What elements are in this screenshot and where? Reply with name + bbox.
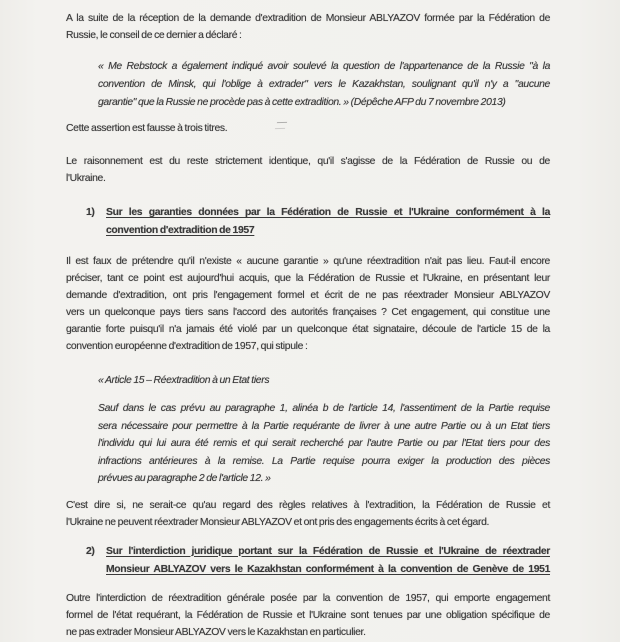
text-line: garantie forte puisqu'il n'a jamais été violé par un quelconque état signataire, découle de l'article 15 de la xyxy=(66,324,550,335)
paragraph-reasoning xyxy=(66,153,550,187)
text-line: Sur l'interdiction juridique portant sur la Fédération de Russie et l'Ukraine de réextrader xyxy=(106,545,550,557)
text-line: l'Ukraine ne peuvent réextrader Monsieur ABLYAZOV et ont pris des engagements écrits à cet égard. xyxy=(66,516,490,528)
text-line: Il est faux de prétendre qu'il n'existe « aucune garantie » qu'une réextradition n'ait pas lieu. Faut-il encore xyxy=(66,256,550,267)
text-line: « Me Rebstock a également indiqué avoir soulevé la question de l'appartenance de la Russie "à la xyxy=(98,61,550,72)
text-line: l'Ukraine. xyxy=(66,173,106,184)
text-line: garantie" que la Russie ne procède pas à cette extradition. » (Dépêche AFP du 7 novembre 2013) xyxy=(98,97,506,108)
paragraph-guarantees xyxy=(66,253,550,355)
section-1-heading xyxy=(86,204,550,240)
text-line: préciser, tant ce point est aujourd'hui acquis, que la Fédération de Russie et l'Ukraine, en présentant leur xyxy=(66,273,550,284)
text-line: Monsieur ABLYAZOV vers le Kazakhstan conformément à la convention de Genève de 1951 xyxy=(106,563,550,575)
text-line: convention européenne d'extradition de 1957, qui stipule : xyxy=(66,341,308,352)
quote-afp-dispatch xyxy=(98,58,550,112)
text-line: convention de Minsk, qui l'oblige à extrader" vers le Kazakhstan, soulignant qu'il n'y a "aucune xyxy=(98,79,550,90)
text-line: Sur les garanties données par la Fédération de Russie et l'Ukraine conformément à la xyxy=(106,207,550,218)
text-line: « Article 15 – Réextradition à un Etat tiers xyxy=(98,375,270,386)
section-2-title xyxy=(106,543,550,579)
text-line: demande d'extradition, ont pris l'engagement formel et écrit de ne pas réextrader Monsieur ABLYAZOV xyxy=(66,290,550,301)
text-line: A la suite de la réception de la demande d'extradition de Monsieur ABLYAZOV formée par la Fédération de xyxy=(66,13,550,24)
section-2-number: 2) xyxy=(86,545,95,557)
paragraph-obligation-geneva xyxy=(66,590,550,641)
section-1-title xyxy=(106,204,550,240)
section-1-number: 1) xyxy=(86,207,95,218)
quote-article-15-body xyxy=(98,400,550,488)
text-line: ne pas extrader Monsieur ABLYAZOV vers le Kazakhstan en particulier. xyxy=(66,626,366,638)
text-line: infractions antérieures à la remise. La Partie requise pourra exiger la production des pièces xyxy=(98,455,550,467)
text-line: prévues au paragraphe 2 de l'article 12. » xyxy=(98,473,271,484)
paragraph-intro xyxy=(66,10,550,44)
text-line: Sauf dans le cas prévu au paragraphe 1, alinéa b de l'article 14, l'assentiment de la Partie requise xyxy=(98,403,550,414)
text-line: Cette assertion est fausse à trois titres. xyxy=(66,123,228,134)
quote-article-15-title xyxy=(98,372,550,390)
text-line: l'individu qui lui aura été remis et qui serait recherché par l'autre Partie ou par l'Etat tiers pour des xyxy=(98,438,550,449)
section-2-heading xyxy=(86,543,550,579)
text-line: Outre l'interdiction de réextradition générale posée par la convention de 1957, qui emporte engagement xyxy=(66,592,550,604)
text-line: formel de l'état requérant, la Fédération de Russie et l'Ukraine sont tenues par une obligation spécifique de xyxy=(66,609,550,621)
text-line: convention d'extradition de 1957 xyxy=(106,225,255,236)
paragraph-conclusion-extradition xyxy=(66,497,550,531)
text-line: Russie, le conseil de ce dernier a déclaré : xyxy=(66,30,242,41)
paragraph-assertion xyxy=(66,120,550,137)
text-line: sera nécessaire pour permettre à la Partie requérante de livrer à une autre Partie ou à un Etat tiers xyxy=(98,420,550,432)
text-line: Le raisonnement est du reste strictement identique, qu'il s'agisse de la Fédération de Russie ou de xyxy=(66,156,550,167)
text-line: vers un quelconque pays tiers sans l'accord des autorités françaises ? Cet engagement, qui constitue une xyxy=(66,307,550,318)
text-line: C'est dire si, ne serait-ce qu'au regard des règles relatives à l'extradition, la Fédération de Russie et xyxy=(66,499,550,511)
